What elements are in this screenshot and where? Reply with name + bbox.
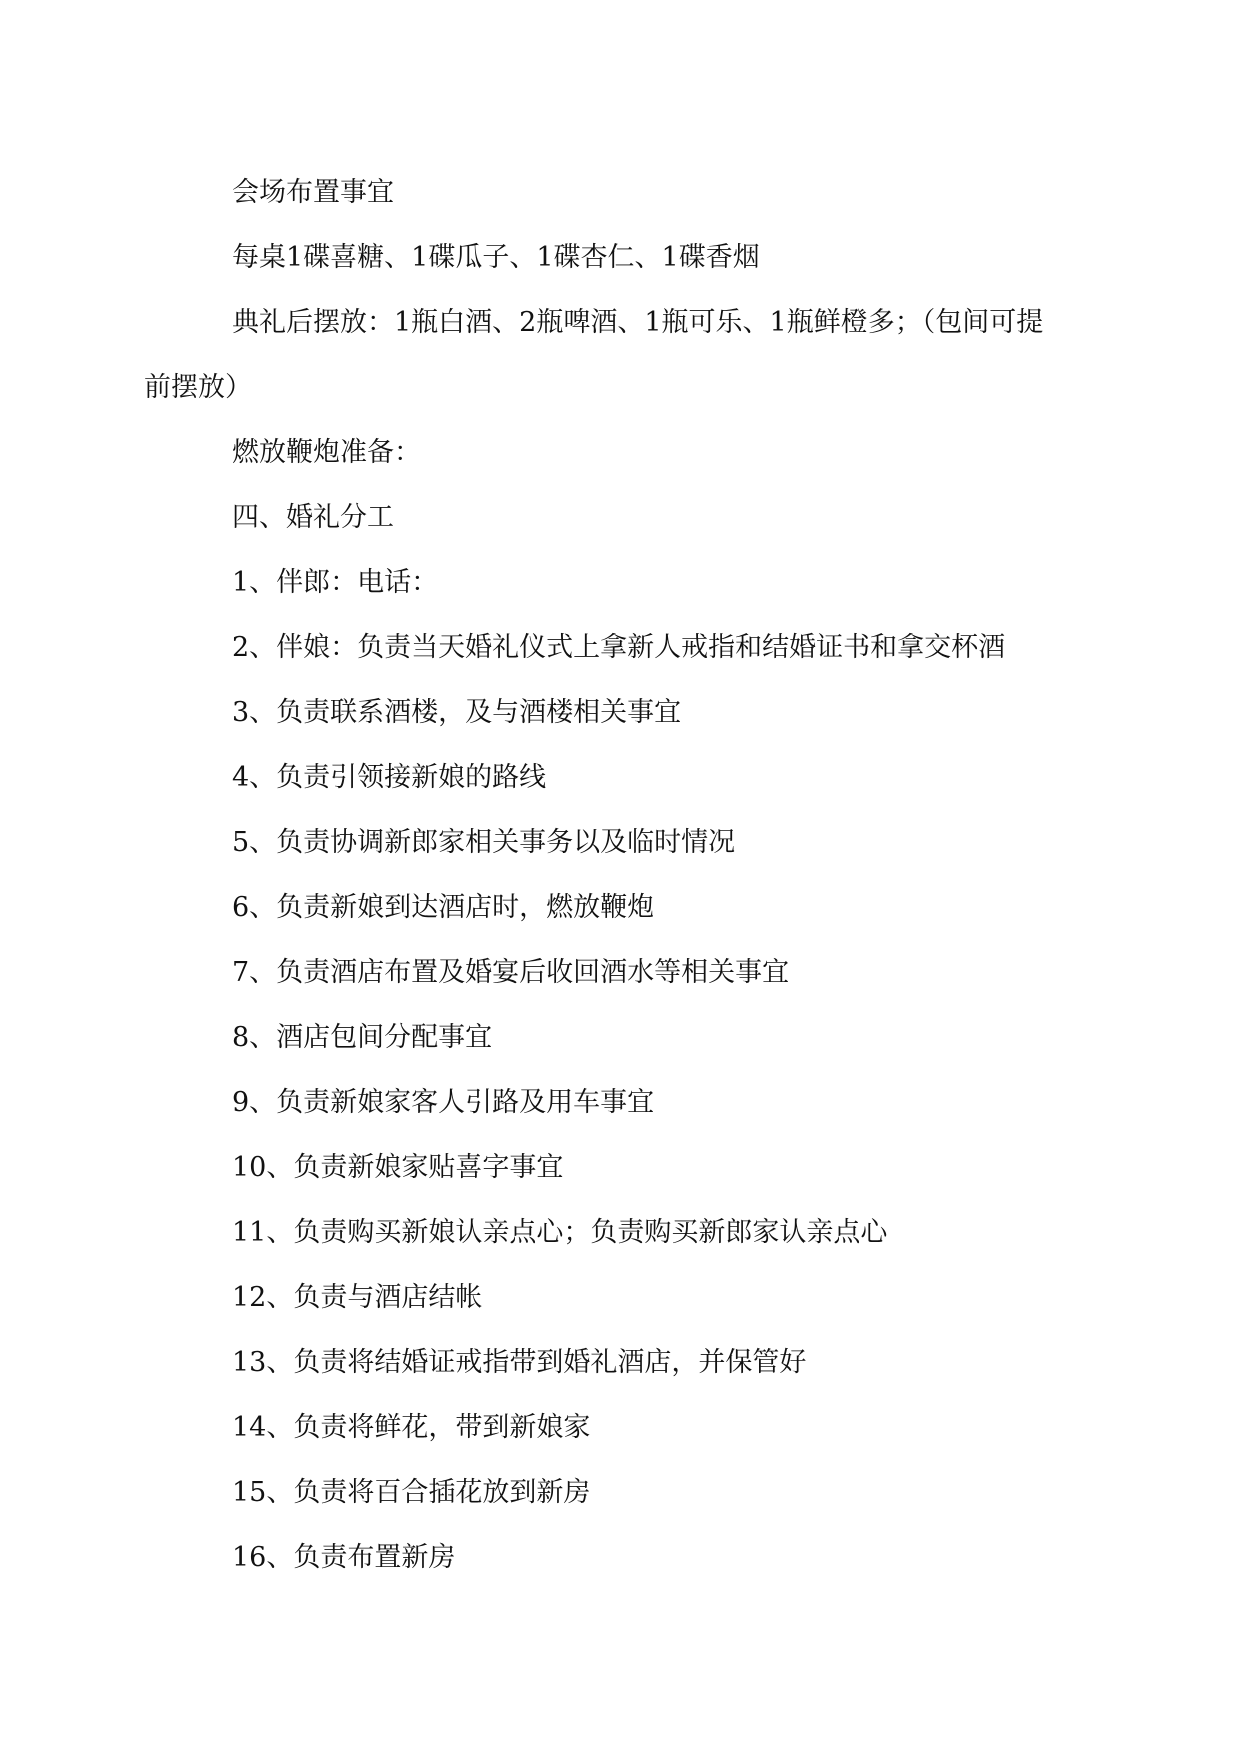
paragraph-table-items: 每桌1碟喜糖、1碟瓜子、1碟杏仁、1碟香烟 bbox=[232, 242, 760, 273]
list-item: 8、酒店包间分配事宜 bbox=[232, 1022, 493, 1053]
paragraph-firecrackers: 燃放鞭炮准备： bbox=[232, 437, 421, 468]
list-item: 16、负责布置新房 bbox=[232, 1542, 456, 1573]
task-list bbox=[188, 550, 1068, 1590]
list-item: 1、伴郎：电话： bbox=[232, 567, 439, 598]
list-item: 4、负责引领接新娘的路线 bbox=[232, 762, 547, 793]
list-item: 15、负责将百合插花放到新房 bbox=[232, 1477, 591, 1508]
paragraph-venue-setup: 会场布置事宜 bbox=[232, 177, 394, 208]
list-item: 6、负责新娘到达酒店时，燃放鞭炮 bbox=[232, 892, 655, 923]
document-body bbox=[144, 160, 1068, 1590]
list-item: 12、负责与酒店结帐 bbox=[232, 1282, 483, 1313]
list-item: 11、负责购买新娘认亲点心；负责购买新郎家认亲点心 bbox=[232, 1217, 888, 1248]
list-item: 7、负责酒店布置及婚宴后收回酒水等相关事宜 bbox=[232, 957, 790, 988]
list-item: 9、负责新娘家客人引路及用车事宜 bbox=[232, 1087, 655, 1118]
list-item: 10、负责新娘家贴喜字事宜 bbox=[232, 1152, 564, 1183]
list-item: 2、伴娘：负责当天婚礼仪式上拿新人戒指和结婚证书和拿交杯酒 bbox=[232, 632, 1006, 663]
list-item: 3、负责联系酒楼，及与酒楼相关事宜 bbox=[232, 697, 682, 728]
list-item: 13、负责将结婚证戒指带到婚礼酒店，并保管好 bbox=[232, 1347, 807, 1378]
paragraph-after-ceremony: 典礼后摆放：1瓶白酒、2瓶啤酒、1瓶可乐、1瓶鲜橙多；（包间可提前摆放） bbox=[144, 307, 1044, 403]
list-item: 5、负责协调新郎家相关事务以及临时情况 bbox=[232, 827, 736, 858]
section-heading-division-of-labor: 四、婚礼分工 bbox=[232, 502, 394, 533]
list-item: 14、负责将鲜花，带到新娘家 bbox=[232, 1412, 591, 1443]
